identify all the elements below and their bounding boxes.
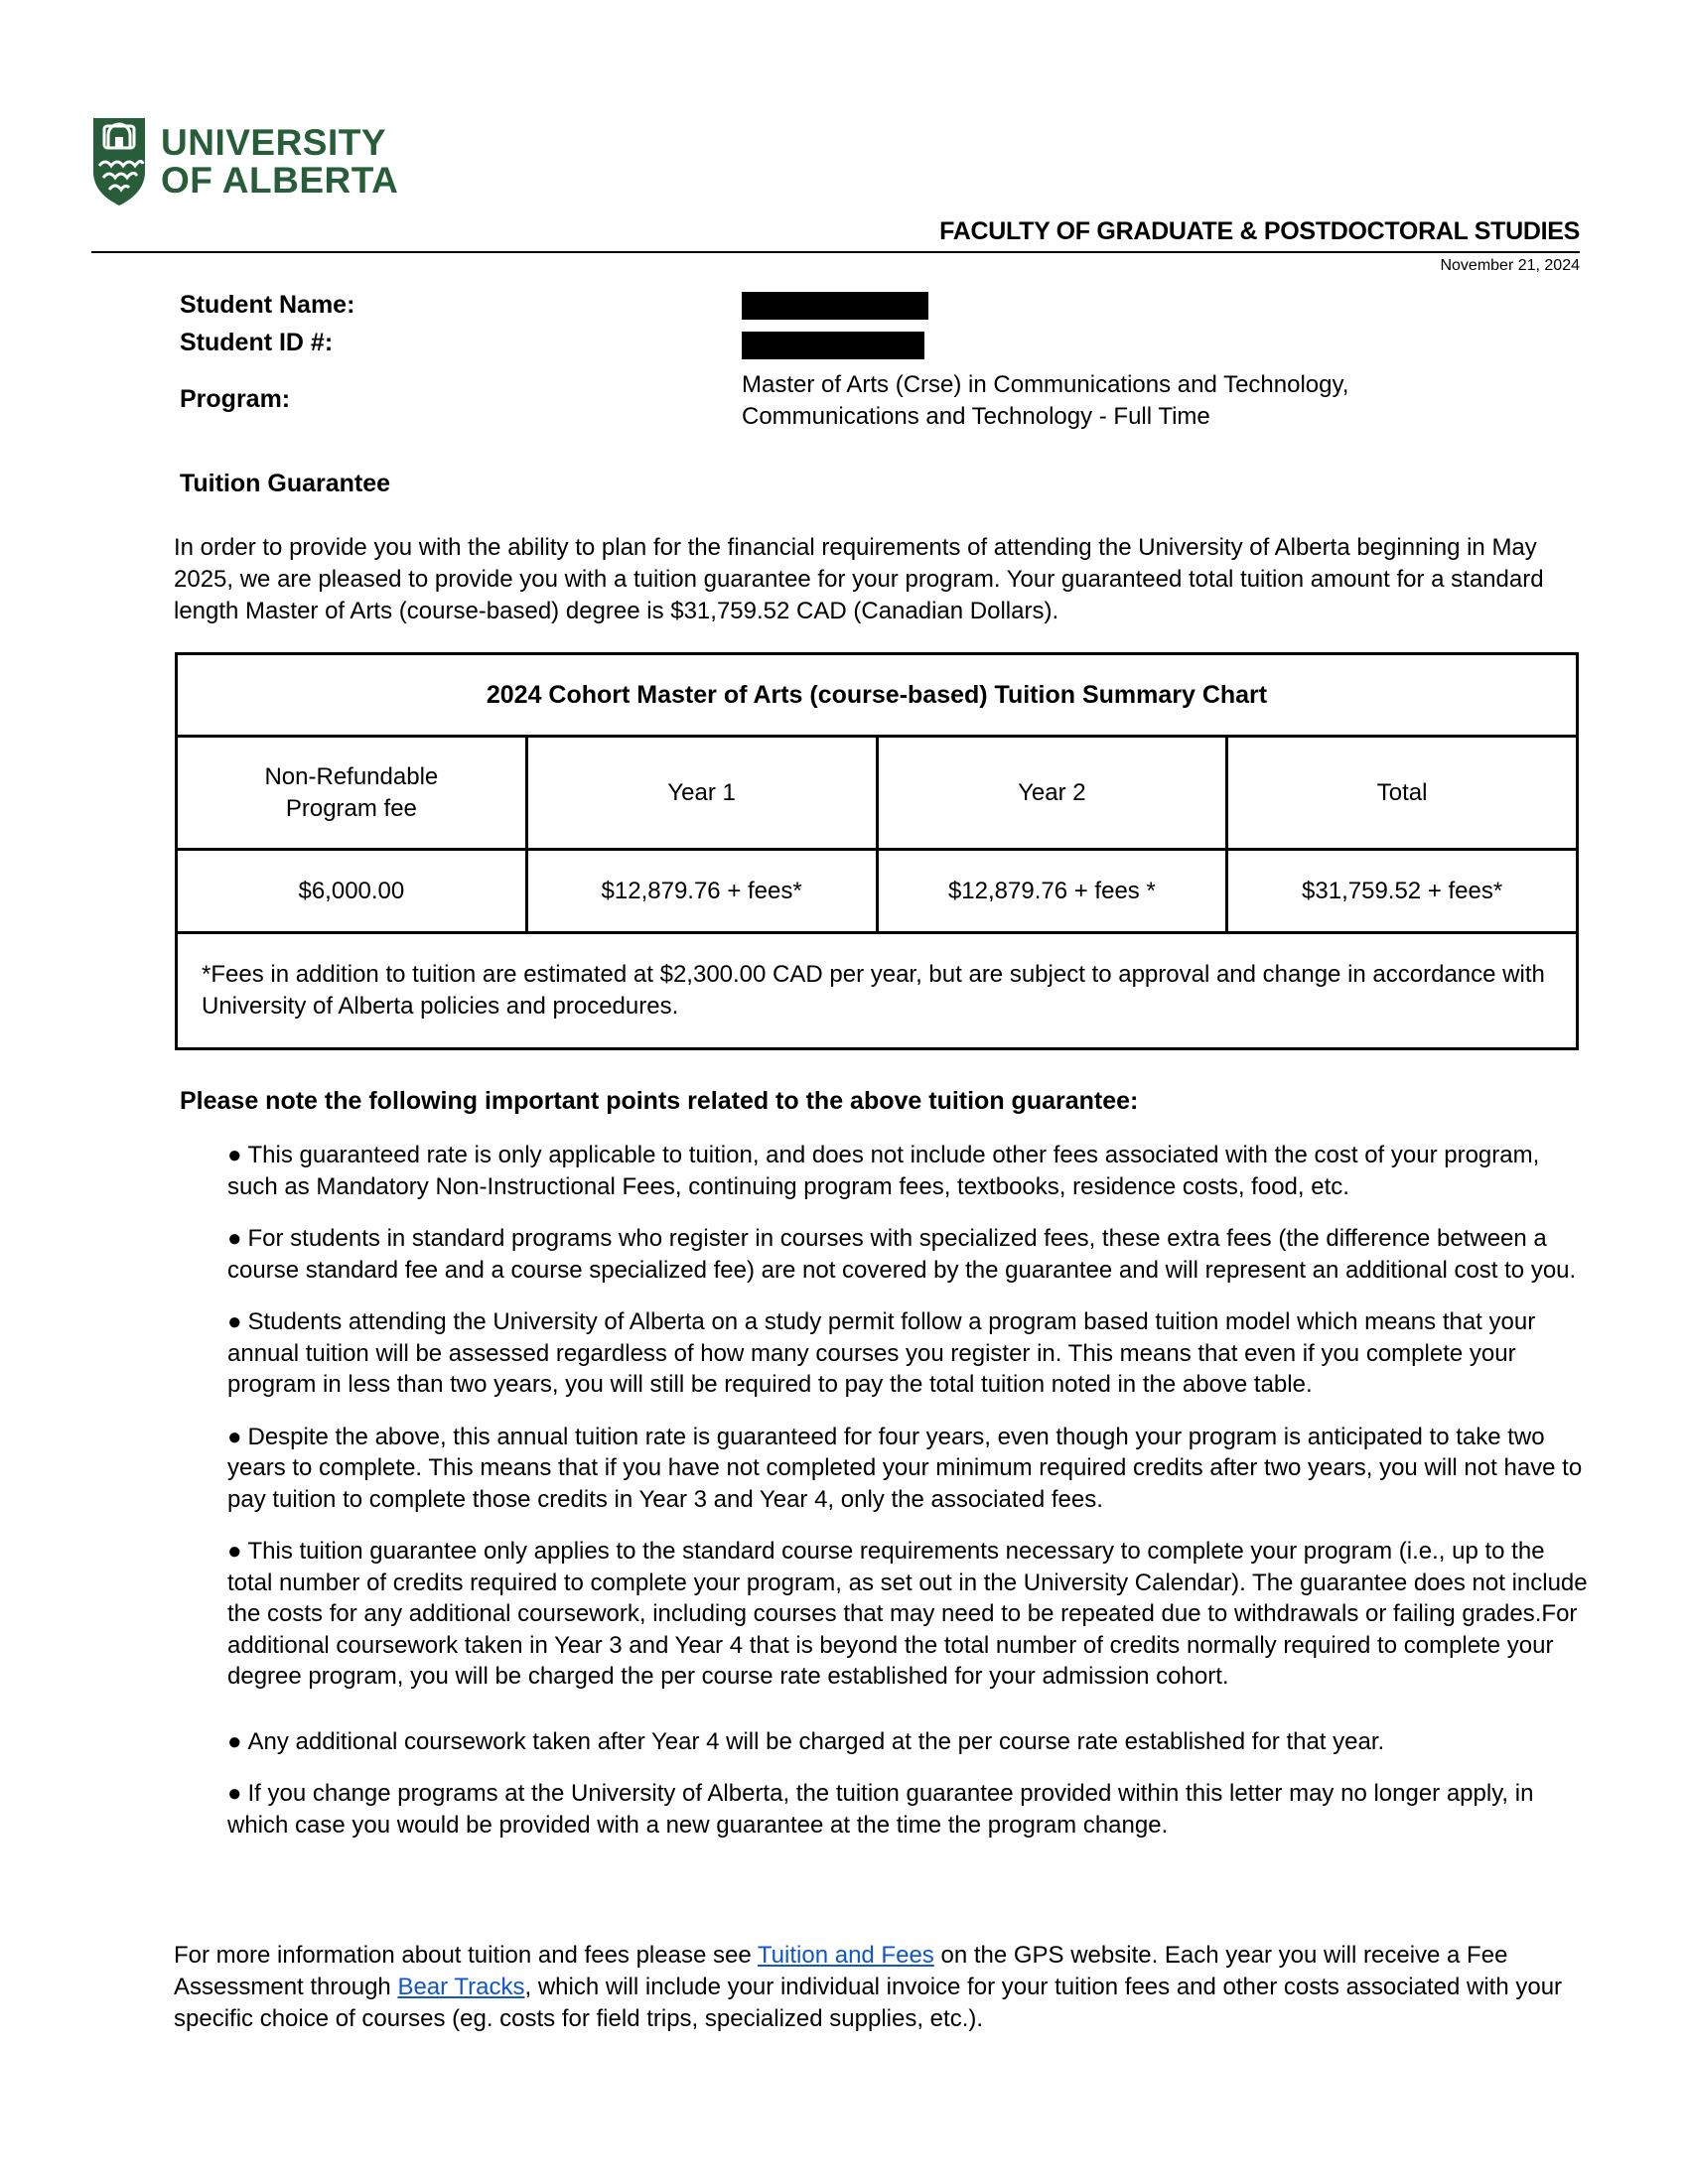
table-row [177, 850, 1578, 933]
list-item [227, 1223, 1588, 1286]
table-fees-note: *Fees in addition to tuition are estimated at $2,300.00 CAD per year, but are subject to approval and change in accordance with University of Alberta policies and procedures. [177, 933, 1578, 1049]
list-item-text: Any additional coursework taken after Year 4 will be charged at the per course rate established for that year. [247, 1727, 1385, 1755]
letter-date: November 21, 2024 [1440, 257, 1580, 274]
header-program-fee-line-2: Program fee [285, 794, 417, 822]
program-line-2: Communications and Technology - Full Time [742, 403, 1210, 430]
list-item-text: This guaranteed rate is only applicable to tuition, and does not include other fees associated with the cost of your program, such as Mandatory Non-Instructional Fees, continuing program fees, textbooks, residence costs, food, etc. [227, 1142, 1540, 1200]
list-item [227, 1726, 1588, 1758]
value-total: $31,759.52 + fees* [1227, 850, 1578, 933]
header-total: Total [1227, 737, 1578, 850]
footer-text-3: , which will include your individual invoice for your tuition fees and other costs associated with your specific choice of courses (eg. costs for field trips, specialized supplies, etc.). [174, 1974, 1563, 2032]
bullet-icon: ● [227, 1780, 242, 1807]
notes-heading: Please note the following important points related to the above tuition guarantee: [180, 1087, 1139, 1115]
logo-line-1: UNIVERSITY [161, 122, 387, 163]
bullet-icon: ● [227, 1423, 242, 1450]
program-label: Program: [180, 385, 291, 413]
value-program-fee: $6,000.00 [177, 850, 527, 933]
list-item [227, 1536, 1588, 1693]
header-year-2: Year 2 [877, 737, 1227, 850]
list-item-text: Students attending the University of Alberta on a study permit follow a program based tuition model which means that your annual tuition will be assessed regardless of how many courses you register in. This means that even if you complete your program in less than two years, you will still be required to pay the total tuition noted in the above table. [227, 1308, 1536, 1398]
value-year-1: $12,879.76 + fees* [526, 850, 877, 933]
list-item-text: This tuition guarantee only applies to the standard course requirements necessary to complete your program (i.e., up to the total number of credits required to complete your program, as set out in the University Calendar). The guarantee does not include the costs for any additional coursework, including courses that may need to be repeated due to withdrawals or failing grades.For additional coursework taken in Year 3 and Year 4 that is beyond the total number of credits normally required to complete your degree program, you will be charged the per course rate established for your admission cohort. [227, 1538, 1588, 1690]
list-item [227, 1306, 1588, 1401]
table-caption: 2024 Cohort Master of Arts (course-based) Tuition Summary Chart [177, 654, 1578, 737]
program-value [742, 369, 1496, 433]
tuition-guarantee-heading: Tuition Guarantee [180, 470, 391, 497]
footer-text-2: on the GPS website. Each year you will receive a Fee Assessment through [174, 1942, 1508, 2000]
logo-wordmark [161, 124, 398, 200]
list-item-text: For students in standard programs who register in courses with specialized fees, these extra fees (the difference between a course standard fee and a course specialized fee) are not covered by the guarantee and will represent an additional cost to you. [227, 1225, 1577, 1284]
redacted-student-name [742, 292, 928, 320]
redacted-student-id [742, 332, 924, 359]
bullet-icon: ● [227, 1727, 242, 1755]
shield-crest-icon [91, 116, 147, 207]
bullet-icon: ● [227, 1538, 242, 1565]
bear-tracks-link[interactable]: Bear Tracks [397, 1974, 525, 2000]
list-item-text: If you change programs at the University of Alberta, the tuition guarantee provided within this letter may no longer apply, in which case you would be provided with a new guarantee at the time the program change. [227, 1780, 1534, 1839]
list-item-text: Despite the above, this annual tuition rate is guaranteed for four years, even though your program is anticipated to take two years to complete. This means that if you have not completed your minimum required credits after two years, you will not have to pay tuition to complete those credits in Year 3 and Year 4, only the associated fees. [227, 1423, 1583, 1513]
bullet-icon: ● [227, 1142, 242, 1168]
footer-text-1: For more information about tuition and fees please see [174, 1942, 758, 1969]
notes-list [227, 1140, 1588, 1861]
university-logo [91, 116, 398, 207]
list-item [227, 1422, 1588, 1516]
header-year-1: Year 1 [526, 737, 877, 850]
logo-line-2: OF ALBERTA [161, 160, 399, 201]
faculty-title: FACULTY OF GRADUATE & POSTDOCTORAL STUDIES [939, 217, 1580, 245]
bullet-icon: ● [227, 1225, 242, 1252]
table-header-row [177, 737, 1578, 850]
list-item [227, 1140, 1588, 1202]
more-info-paragraph [174, 1940, 1584, 2035]
header-program-fee [177, 737, 527, 850]
bullet-icon: ● [227, 1308, 242, 1335]
student-id-label: Student ID #: [180, 329, 334, 356]
header-divider [91, 251, 1580, 253]
program-line-1: Master of Arts (Crse) in Communications and Technology, [742, 371, 1349, 398]
tuition-and-fees-link[interactable]: Tuition and Fees [757, 1942, 934, 1969]
header-program-fee-line-1: Non-Refundable [264, 762, 439, 790]
student-name-label: Student Name: [180, 291, 355, 319]
tuition-summary-table [175, 652, 1579, 1050]
intro-paragraph: In order to provide you with the ability to plan for the financial requirements of attending the University of Alberta beginning in May 2025, we are pleased to provide you with a tuition guarantee for your program. Your guaranteed total tuition amount for a standard length Master of Arts (course-based) degree is $31,759.52 CAD (Canadian Dollars). [174, 534, 1544, 624]
value-year-2: $12,879.76 + fees * [877, 850, 1227, 933]
list-item [227, 1778, 1588, 1841]
